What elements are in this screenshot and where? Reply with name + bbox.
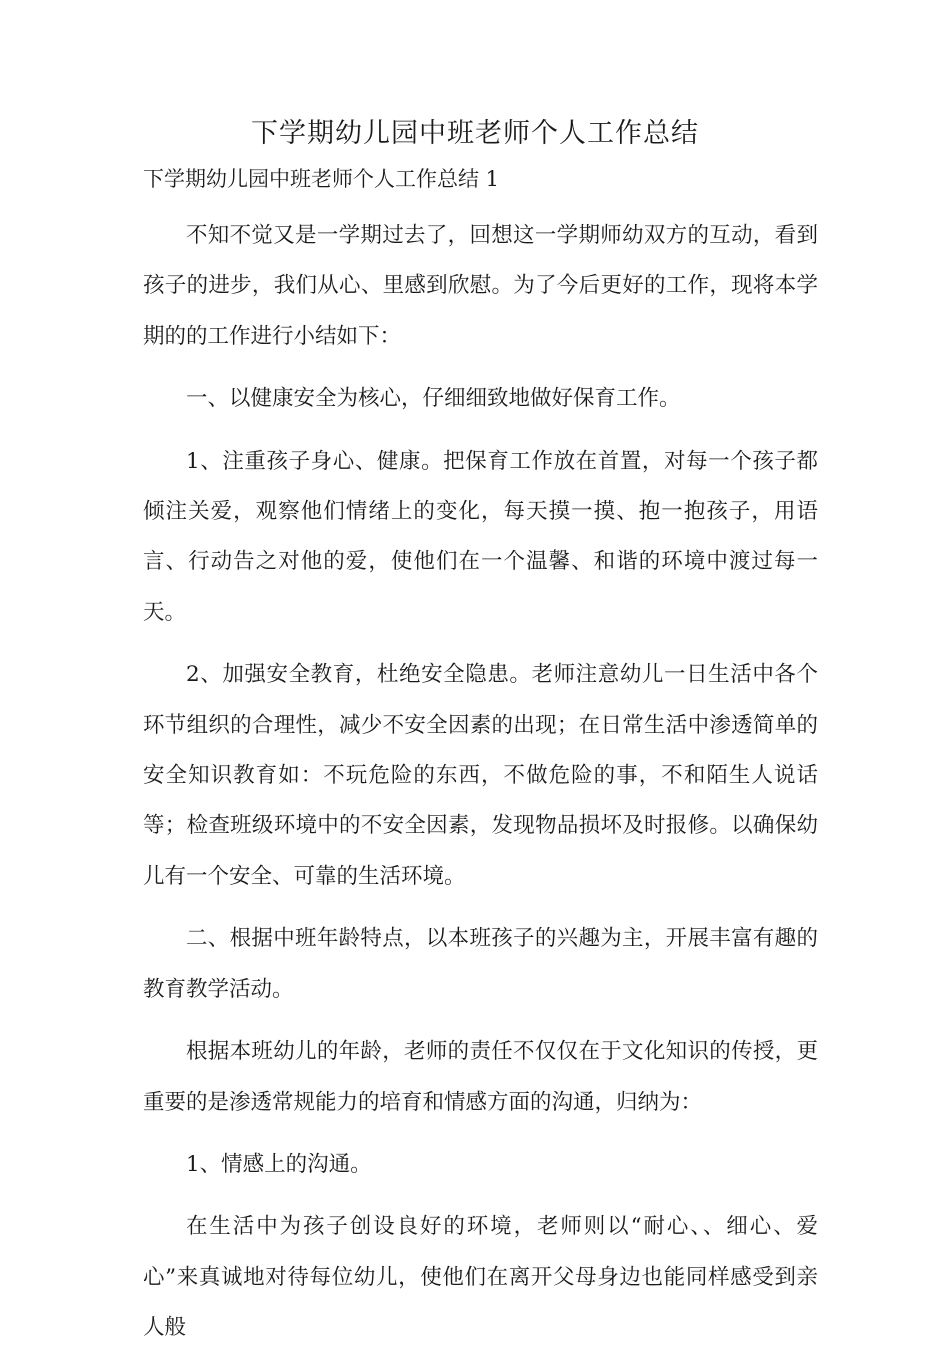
paragraph-intro: 不知不觉又是一学期过去了，回想这一学期师幼双方的互动，看到孩子的进步，我们从心、里感到欣慰。为了今后更好的工作，现将本学期的的工作进行小结如下： <box>143 223 818 349</box>
paragraph-section-heading-2: 二、根据中班年龄特点，以本班孩子的兴趣为主，开展丰富有趣的教育教学活动。 <box>143 926 818 1002</box>
paragraph-section-heading-1: 一、以健康安全为核心，仔细细致地做好保育工作。 <box>186 386 681 412</box>
paragraph-item-emotion: 1、情感上的沟通。 <box>186 1151 372 1177</box>
paragraph-item-health: 1、注重孩子身心、健康。把保育工作放在首置，对每一个孩子都倾注关爱，观察他们情绪上的变化，每天摸一摸、抱一抱孩子，用语言、行动告之对他的爱，使他们在一个温馨、和谐的环境中渡过每一天。 <box>143 448 818 625</box>
paragraph-teacher-role: 根据本班幼儿的年龄，老师的责任不仅仅在于文化知识的传授，更重要的是渗透常规能力的培育和情感方面的沟通，归纳为： <box>143 1039 818 1115</box>
paragraph-item-safety: 2、加强安全教育，杜绝安全隐患。老师注意幼儿一日生活中各个环节组织的合理性，减少不安全因素的出现；在日常生活中渗透简单的安全知识教育如：不玩危险的东西，不做危险的事，不和陌生人说话等；检查班级环境中的不安全因素，发现物品损坏及时报修。以确保幼儿有一个安全、可靠的生活环境。 <box>143 662 818 889</box>
document-subtitle: 下学期幼儿园中班老师个人工作总结 1 <box>143 167 500 191</box>
document-body <box>143 211 818 1366</box>
paragraph-environment: 在生活中为孩子创设良好的环境，老师则以“耐心、、细心、爱心”来真诚地对待每位幼儿，使他们在离开父母身边也能同样感受到亲人般 <box>143 1214 818 1341</box>
document-title: 下学期幼儿园中班老师个人工作总结 <box>251 118 699 149</box>
